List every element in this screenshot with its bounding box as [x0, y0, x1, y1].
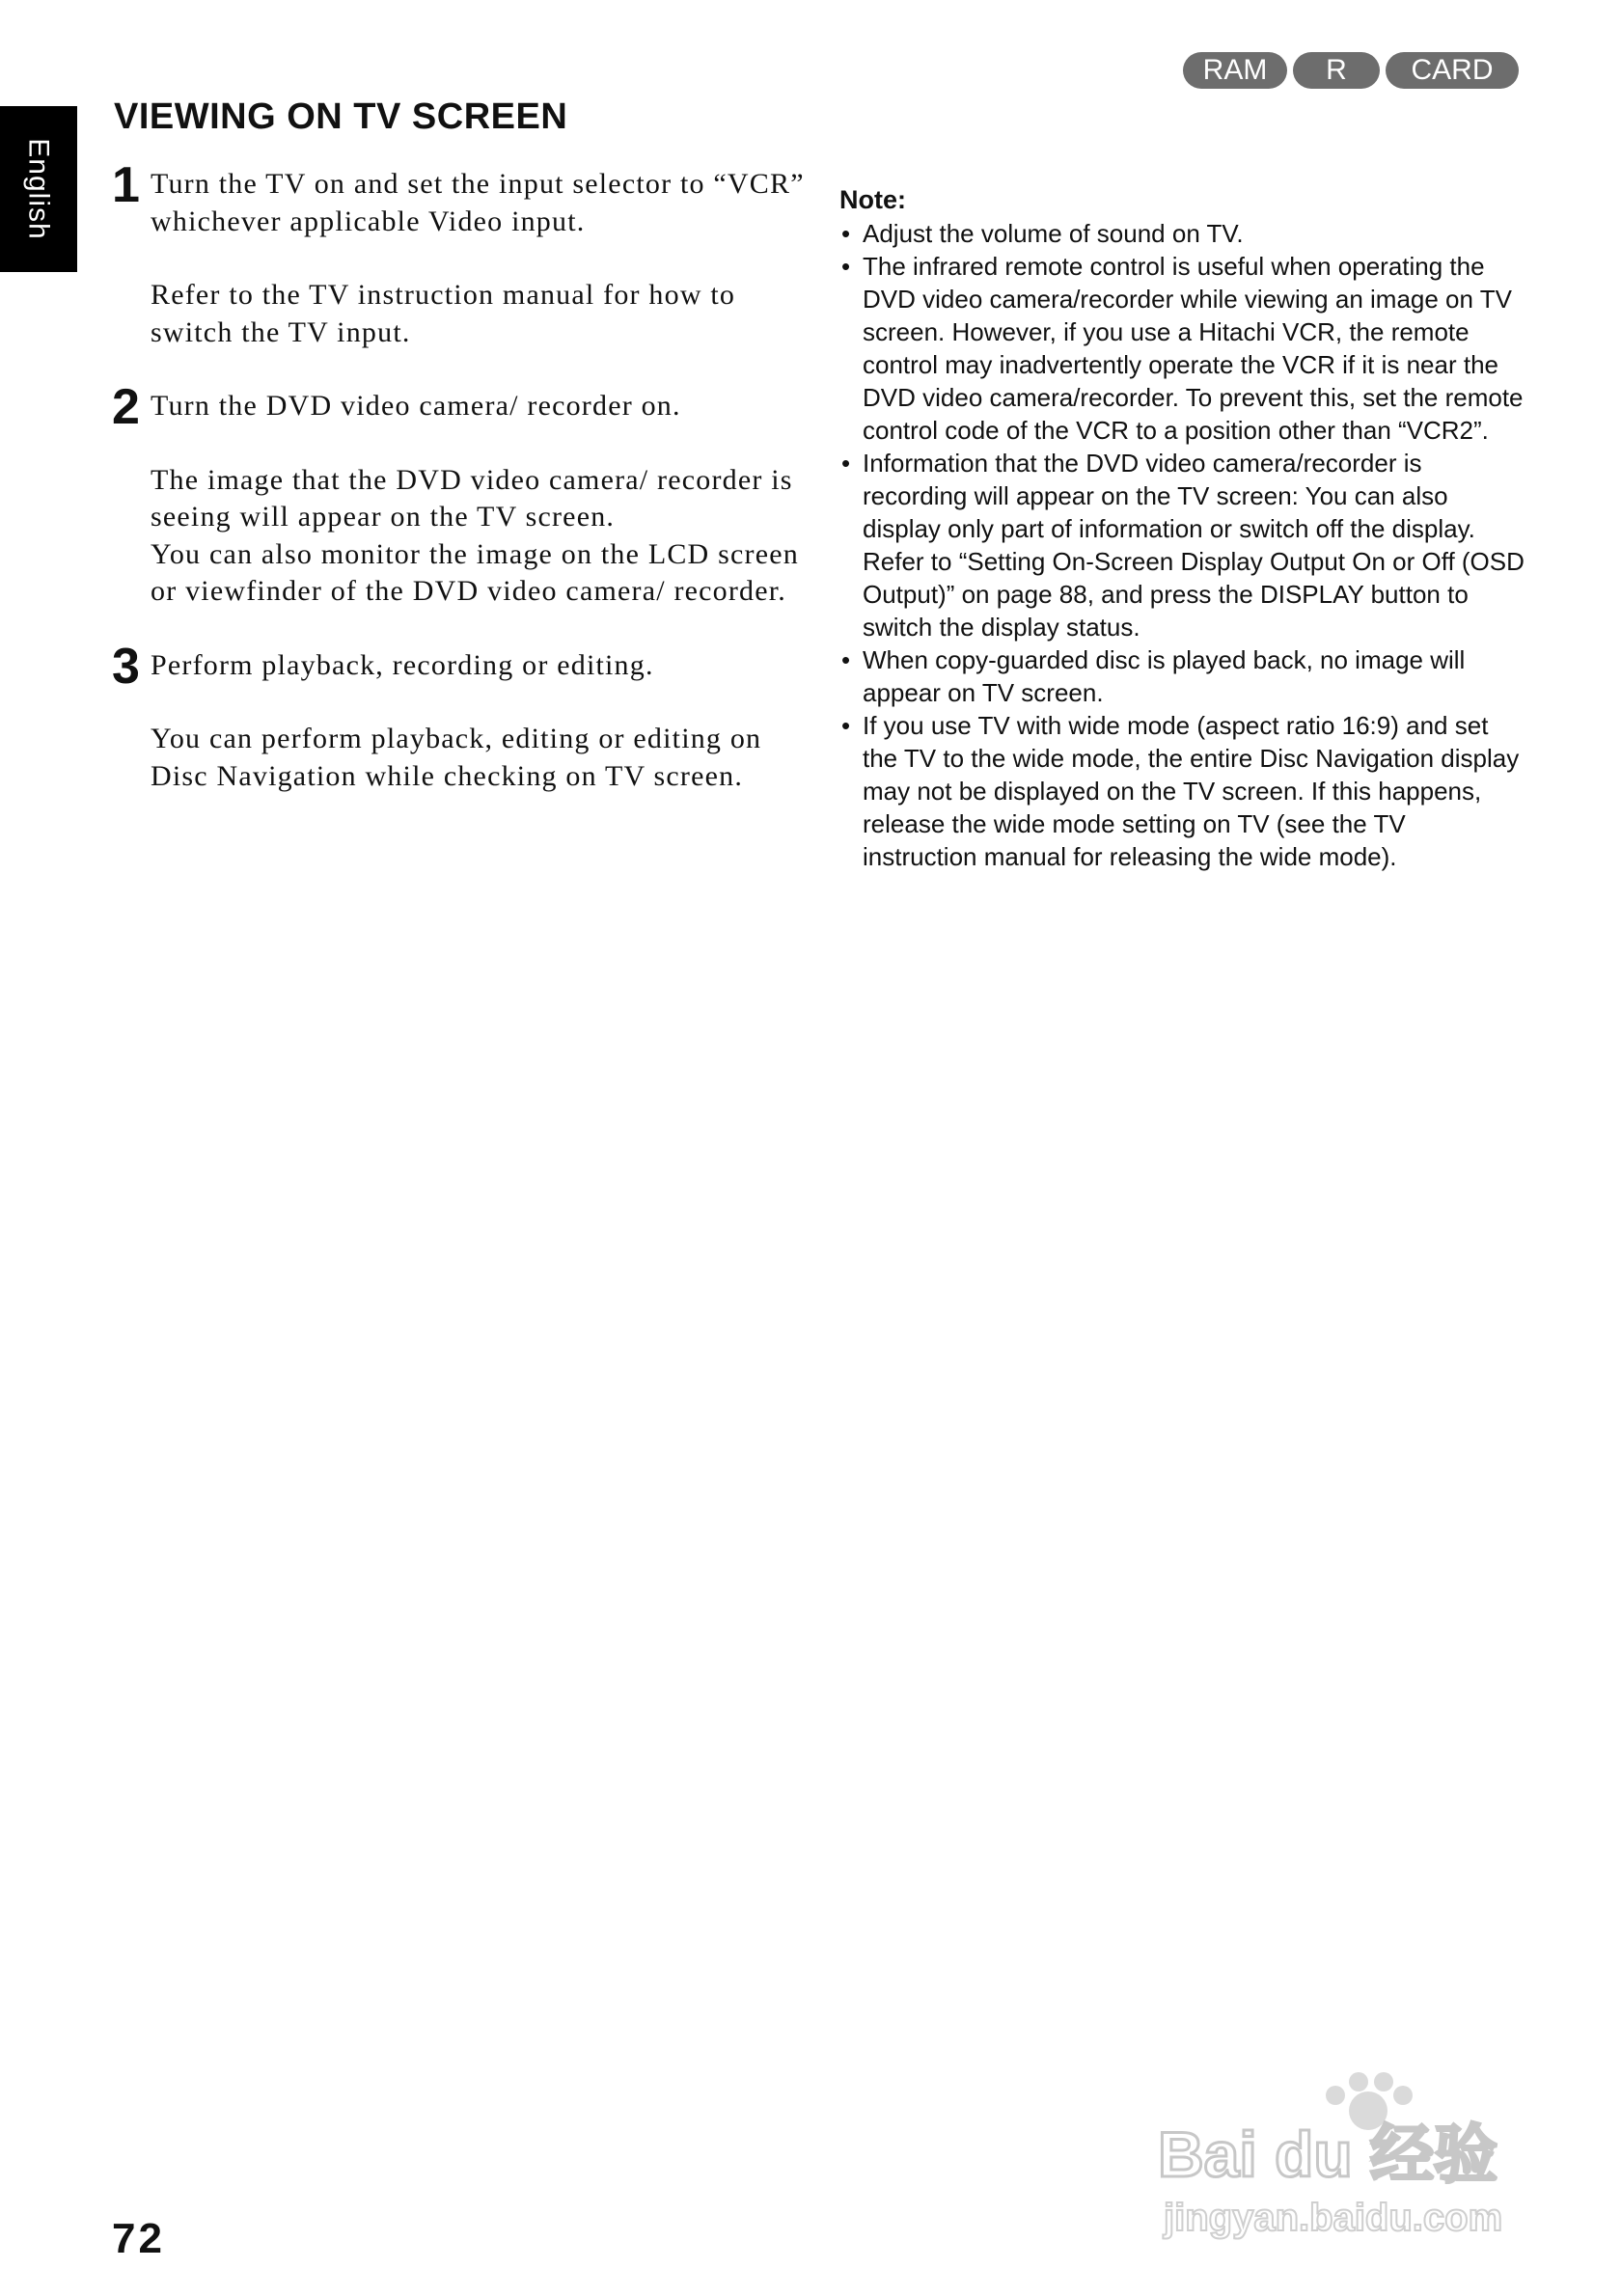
watermark-url: jingyan.baidu.com	[1164, 2197, 1503, 2239]
step-1	[112, 157, 807, 351]
step-detail	[151, 721, 807, 795]
ram-badge: RAM	[1183, 52, 1287, 89]
step-number: 2	[112, 379, 140, 435]
page-number: 72	[112, 2215, 165, 2262]
step-detail-line: Refer to the TV instruction manual for how to switch the TV input.	[151, 279, 736, 348]
step-detail-line: You can perform playback, editing or editing on Disc Navigation while checking on TV screen.	[151, 723, 762, 792]
step-detail	[151, 277, 807, 351]
step-detail-line: The image that the DVD video camera/ recorder is seeing will appear on the TV screen.	[151, 463, 793, 533]
note-item: • The infrared remote control is useful when operating the DVD video camera/recorder while viewing an image on TV screen. However, if you use a Hitachi VCR, the remote control may inadvertently operate the VCR if it is near the DVD video camera/recorder. To prevent this, set the remote control code of the VCR to a position other than “VCR2”.	[839, 250, 1525, 447]
note-item: • When copy-guarded disc is played back, no image will appear on TV screen.	[839, 643, 1525, 709]
note-list	[839, 217, 1525, 873]
step-instruction: Perform playback, recording or editing.	[151, 648, 654, 681]
baidu-watermark	[1154, 2061, 1540, 2244]
card-badge: CARD	[1386, 52, 1519, 89]
note-item: • Adjust the volume of sound on TV.	[839, 217, 1525, 250]
watermark-logo: Bai du 经验	[1158, 2118, 1498, 2190]
language-tab	[0, 106, 77, 272]
step-detail	[151, 462, 807, 611]
note-heading: Note:	[839, 185, 906, 214]
steps-list	[112, 157, 807, 832]
note-item: • If you use TV with wide mode (aspect ratio 16:9) and set the TV to the wide mode, the entire Disc Navigation display may not be displayed on the TV screen. If this happens, release the wide mode setting on TV (see the TV instruction manual for releasing the wide mode).	[839, 709, 1525, 873]
r-badge: R	[1293, 52, 1380, 89]
step-number: 1	[112, 157, 140, 213]
media-badges	[1183, 52, 1519, 89]
step-detail-line: You can also monitor the image on the LCD screen or viewfinder of the DVD video camera/ recorder.	[151, 537, 799, 607]
step-instruction: Turn the TV on and set the input selector to “VCR” whichever applicable Video input.	[151, 168, 805, 237]
step-number: 3	[112, 638, 140, 695]
note-section	[839, 185, 1525, 873]
step-instruction: Turn the DVD video camera/ recorder on.	[151, 390, 681, 422]
page-title: VIEWING ON TV SCREEN	[114, 96, 568, 137]
language-label: English	[23, 138, 55, 240]
note-item: • Information that the DVD video camera/recorder is recording will appear on the TV screen: You can also display only part of information or switch off the display. Refer to “Setting On-Screen Display Output On or Off (OSD Output)” on page 88, and press the DISPLAY button to switch the display status.	[839, 447, 1525, 643]
step-3	[112, 638, 807, 796]
step-2	[112, 379, 807, 611]
